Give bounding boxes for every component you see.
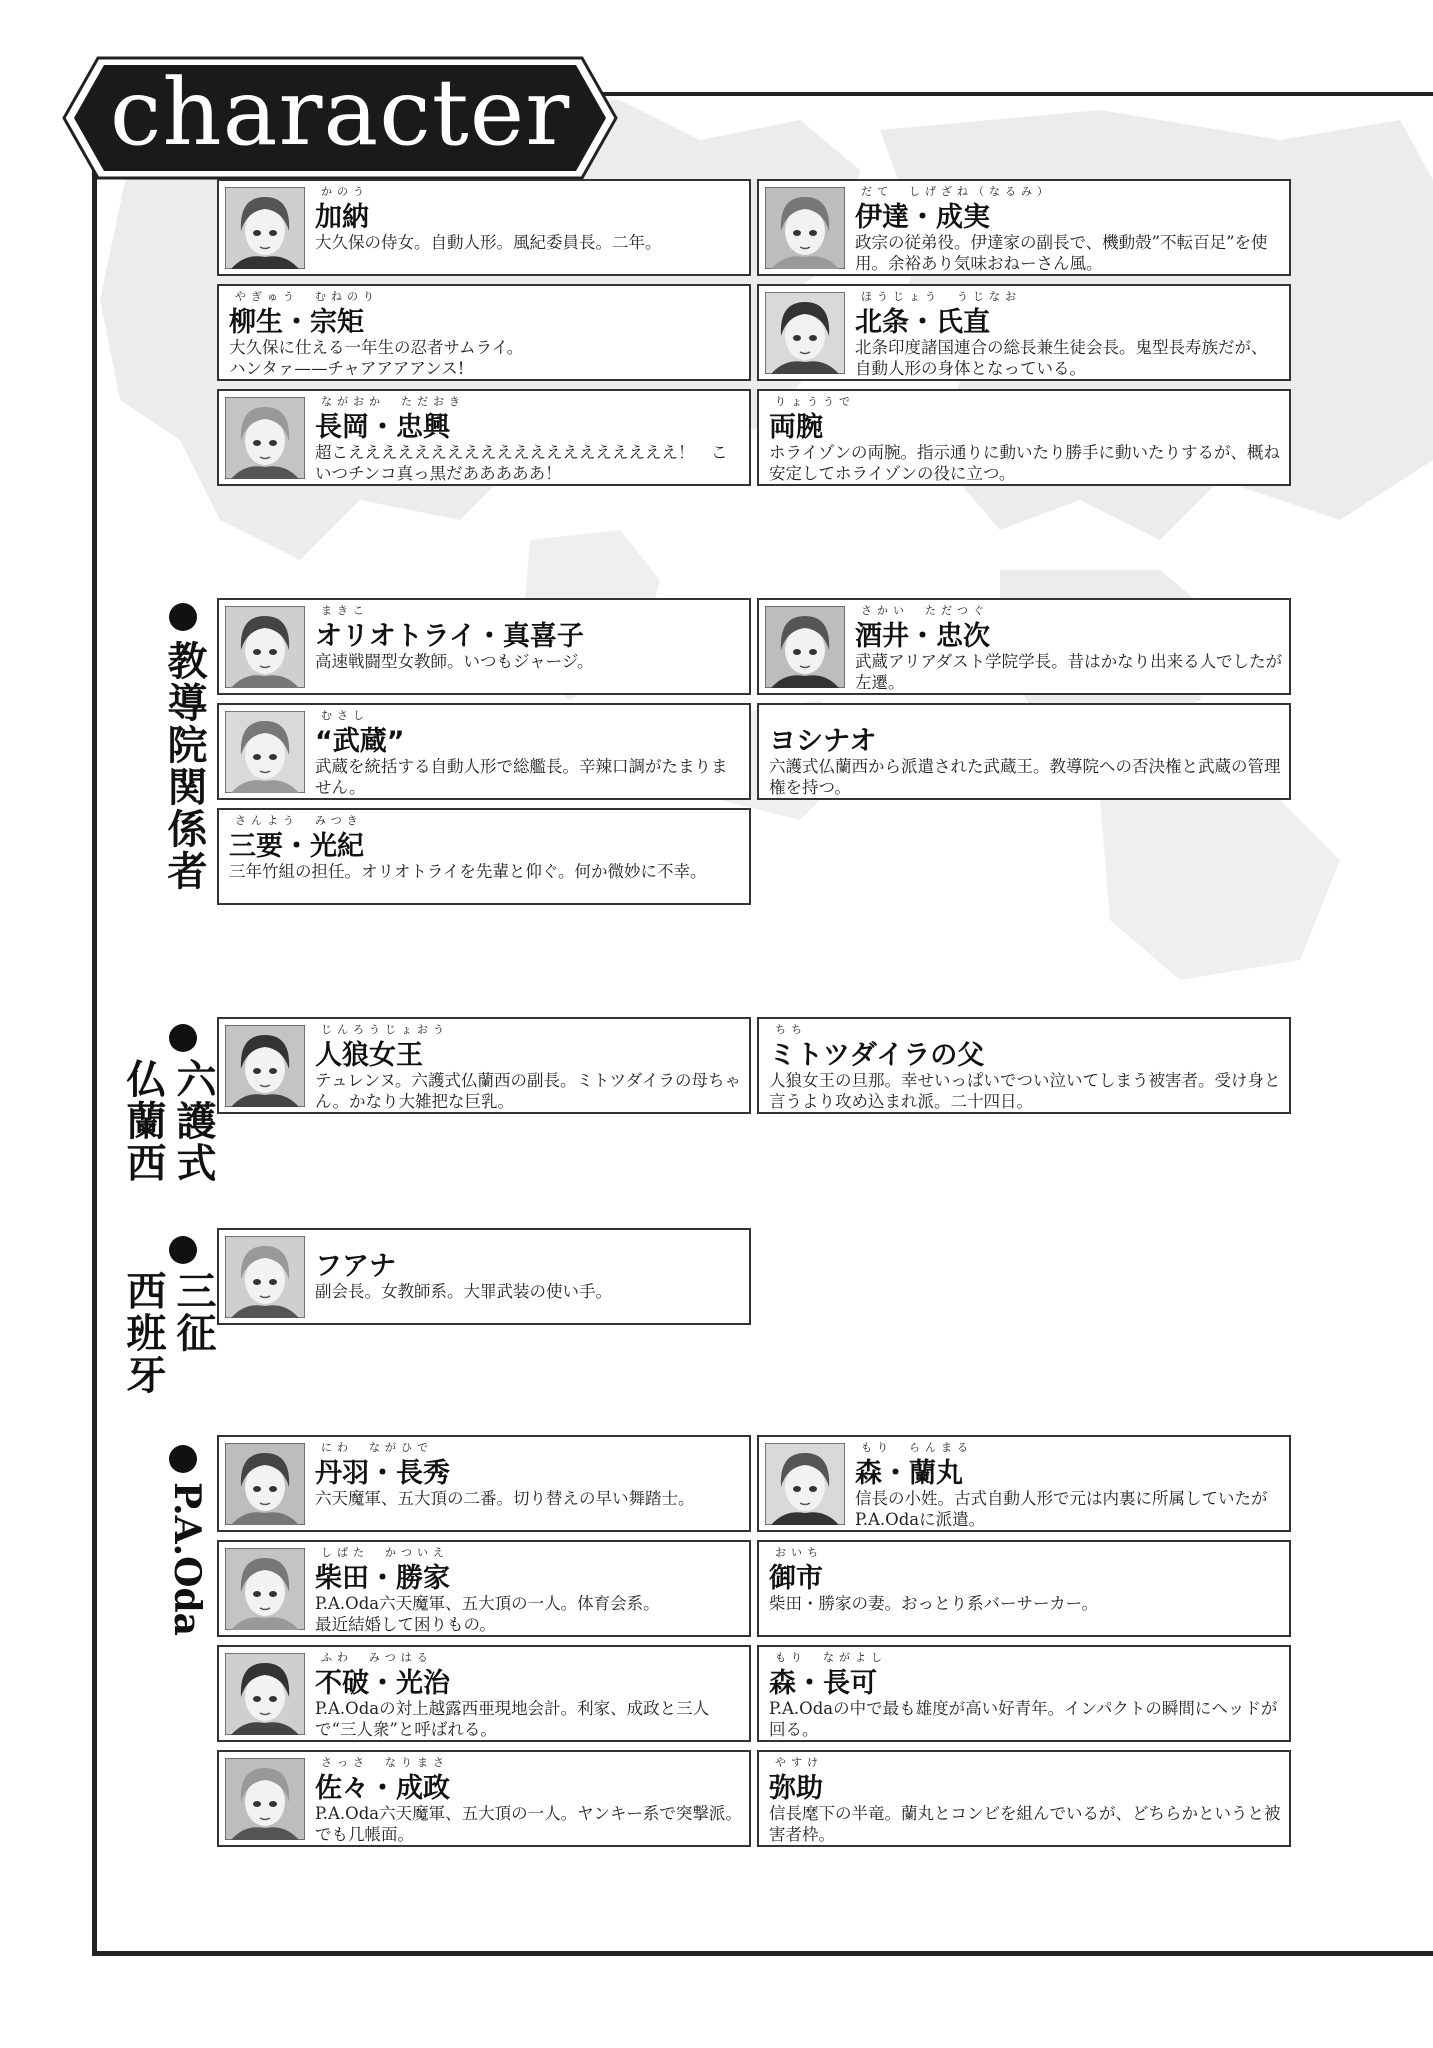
character-card (217, 1750, 751, 1847)
character-portrait-icon (225, 1653, 305, 1735)
character-name: 両腕 (769, 412, 823, 443)
section-label-paoda: P.A.Oda (166, 1482, 208, 1636)
character-name: “武蔵” (315, 726, 405, 757)
character-name: 柳生・宗矩 (229, 307, 364, 338)
frame-bottom-rule (92, 1951, 1433, 1956)
character-card (217, 1017, 751, 1114)
character-name: 長岡・忠興 (315, 412, 450, 443)
name-reading: ふわ みつはる (321, 1651, 433, 1664)
character-description: 北条印度諸国連合の総長兼生徒会長。鬼型長寿族だが、自動人形の身体となっている。 (855, 338, 1268, 378)
character-card (757, 1750, 1291, 1847)
section-label-col-2: 西班牙 (120, 1270, 167, 1396)
character-portrait-icon (225, 1758, 305, 1840)
character-description: 大久保の侍女。自動人形。風紀委員長。二年。 (315, 233, 662, 252)
character-portrait-icon (225, 1443, 305, 1525)
name-reading: さっさ なりまさ (321, 1756, 449, 1769)
character-card (757, 703, 1291, 800)
character-name: 三要・光紀 (229, 831, 364, 862)
section-label-col-2: 仏蘭西 (120, 1058, 167, 1184)
header-extension-rule (600, 92, 1433, 96)
character-name: 酒井・忠次 (855, 621, 990, 652)
name-reading: おいち (775, 1546, 823, 1559)
character-description: 大久保に仕える一年生の忍者サムライ。 ハンタァ——チャアアアアンス! (229, 338, 524, 378)
character-card (217, 808, 751, 905)
character-description: 柴田・勝家の妻。おっとり系バーサーカー。 (769, 1594, 1099, 1613)
name-reading: やすけ (775, 1756, 823, 1769)
name-reading: ちち (775, 1023, 807, 1036)
character-card (217, 284, 751, 381)
name-reading: さかい ただつぐ (861, 604, 989, 617)
frame-left-rule (92, 148, 97, 1956)
character-description: 信長麾下の半竜。蘭丸とコンビを組んでいるが、どちらかというと被害者枠。 (769, 1804, 1281, 1844)
character-name: 森・蘭丸 (855, 1458, 963, 1489)
name-reading: むさし (321, 709, 369, 722)
character-name: 柴田・勝家 (315, 1563, 450, 1594)
section-label-col-1: 六護式 (170, 1058, 217, 1184)
character-card (757, 179, 1291, 276)
character-name: 加納 (315, 202, 369, 233)
character-description: 人狼女王の旦那。幸せいっぱいでつい泣いてしまう被害者。受け身と言うより攻め込まれ派。二十四日。 (769, 1071, 1281, 1111)
character-name: 森・長可 (769, 1668, 877, 1699)
name-reading: もり ながよし (775, 1651, 887, 1664)
character-card (757, 598, 1291, 695)
character-portrait-icon (225, 187, 305, 269)
name-reading: だて しげざね（なるみ） (861, 185, 1053, 198)
character-description: P.A.Odaの対上越露西亜現地会計。利家、成政と三人で“三人衆”と呼ばれる。 (315, 1699, 710, 1739)
name-reading: やぎゅう むねのり (235, 290, 379, 303)
character-description: ホライゾンの両腕。指示通りに動いたり勝手に動いたりするが、概ね安定してホライゾンの役に立つ。 (769, 443, 1281, 483)
character-portrait-icon (225, 1548, 305, 1630)
character-portrait-icon (225, 711, 305, 793)
character-description: 武蔵を統括する自動人形で総艦長。辛辣口調がたまりません。 (315, 757, 728, 797)
character-portrait-icon (765, 1443, 845, 1525)
character-name: 弥助 (769, 1773, 823, 1804)
character-card (757, 1435, 1291, 1532)
character-description: P.A.Oda六天魔軍、五大頂の一人。体育会系。 最近結婚して困りもの。 (315, 1594, 660, 1634)
name-reading: さんよう みつき (235, 814, 363, 827)
page-title: character (109, 59, 571, 166)
name-reading: りょううで (775, 395, 855, 408)
name-reading: しばた かついえ (321, 1546, 449, 1559)
name-reading: ほうじょう うじなお (861, 290, 1021, 303)
character-card (757, 1540, 1291, 1637)
character-card (217, 703, 751, 800)
section-bullet-spain (169, 1236, 197, 1264)
character-description: 高速戦闘型女教師。いつもジャージ。 (315, 652, 594, 671)
section-label-spain (120, 1270, 220, 1460)
character-name: 不破・光治 (315, 1668, 450, 1699)
character-description: 超こええええええええええええええええええええ！ こいつチンコ真っ黒だあああああ！ (315, 443, 728, 483)
character-portrait-icon (765, 292, 845, 374)
character-description: 六天魔軍、五大頂の二番。切り替えの早い舞踏士。 (315, 1489, 695, 1508)
character-card (217, 389, 751, 486)
name-reading: じんろうじょおう (321, 1023, 449, 1036)
section-bullet-paoda (169, 1445, 197, 1473)
name-reading: まきこ (321, 604, 369, 617)
character-card (757, 1017, 1291, 1114)
character-card (757, 284, 1291, 381)
character-portrait-icon (765, 606, 845, 688)
character-card (217, 179, 751, 276)
section-label-kyodoin: 教導院関係者 (161, 640, 208, 892)
character-card (217, 1435, 751, 1532)
character-description: P.A.Odaの中で最も雄度が高い好青年。インパクトの瞬間にヘッドが回る。 (769, 1699, 1278, 1739)
name-reading: ながおか ただおき (321, 395, 465, 408)
character-description: 信長の小姓。古式自動人形で元は内裏に所属していたがP.A.Odaに派遣。 (855, 1489, 1268, 1529)
character-portrait-icon (225, 1025, 305, 1107)
name-reading: かのう (321, 185, 369, 198)
character-name: 北条・氏直 (855, 307, 990, 338)
character-name: 伊達・成実 (855, 202, 990, 233)
character-portrait-icon (765, 187, 845, 269)
character-card (217, 1228, 751, 1325)
character-portrait-icon (225, 1236, 305, 1318)
character-name: 丹羽・長秀 (315, 1458, 450, 1489)
character-card (217, 1645, 751, 1742)
name-reading: にわ ながひで (321, 1441, 433, 1454)
character-description: 政宗の従弟役。伊達家の副長で、機動殻”不転百足”を使用。余裕あり気味おねーさん風。 (855, 233, 1268, 273)
character-card (217, 598, 751, 695)
character-name: フアナ (315, 1251, 396, 1282)
character-card (757, 389, 1291, 486)
character-portrait-icon (225, 397, 305, 479)
character-name: オリオトライ・真喜子 (315, 621, 584, 652)
character-description: 武蔵アリアダスト学院学長。昔はかなり出来る人でしたが左遷。 (855, 652, 1283, 692)
character-name: 人狼女王 (315, 1040, 423, 1071)
character-name: ヨシナオ (769, 726, 877, 757)
name-reading: もり らんまる (861, 1441, 973, 1454)
character-description: 副会長。女教師系。大罪武装の使い手。 (315, 1282, 612, 1301)
character-name: 佐々・成政 (315, 1773, 450, 1804)
character-card (217, 1540, 751, 1637)
character-name: ミトツダイラの父 (769, 1040, 985, 1071)
section-bullet-kyodoin (169, 603, 197, 631)
title-banner (60, 54, 620, 182)
character-card (757, 1645, 1291, 1742)
section-label-col-1: 三征 (170, 1270, 217, 1354)
character-portrait-icon (225, 606, 305, 688)
character-description: P.A.Oda六天魔軍、五大頂の一人。ヤンキー系で突撃派。でも几帳面。 (315, 1804, 742, 1844)
character-name: 御市 (769, 1563, 823, 1594)
section-bullet-france (169, 1024, 197, 1052)
character-description: テュレンヌ。六護式仏蘭西の副長。ミトツダイラの母ちゃん。かなり大雑把な巨乳。 (315, 1071, 741, 1111)
character-description: 三年竹組の担任。オリオトライを先輩と仰ぐ。何か微妙に不幸。 (229, 862, 707, 881)
character-description: 六護式仏蘭西から派遣された武蔵王。教導院への否決権と武蔵の管理権を持つ。 (769, 757, 1281, 797)
